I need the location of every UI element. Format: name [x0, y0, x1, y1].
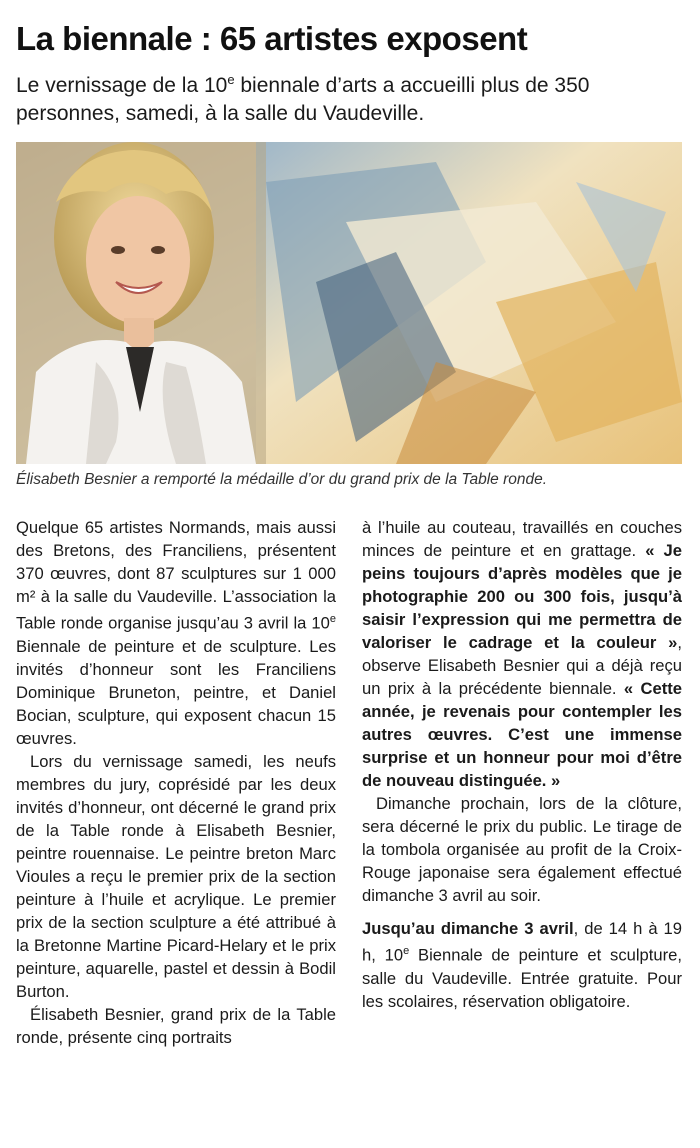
photo-caption: Élisabeth Besnier a remporté la médaille d’or du grand prix de la Table ronde. — [16, 471, 548, 488]
paragraph-4-text-mid: , observe Elisabeth Besnier qui a déjà reçu un prix à la précédente biennale. — [362, 633, 682, 698]
paragraph-6-text-end: Biennale de peinture et sculpture, salle du Vaudeville. Entrée gratuite. Pour les scolaires, réservation obligatoire. — [362, 945, 682, 1011]
quote-2: « Cette année, je revenais pour contempler les autres œuvres. C’est une immense surprise et un honneur pour moi d’être de nouveau distinguée. » — [362, 679, 682, 790]
paragraph-1 — [16, 516, 336, 750]
article-column-right — [362, 516, 682, 1013]
paragraph-4-text: à l’huile au couteau, travaillés en couches minces de peinture et en grattage. — [362, 518, 682, 560]
paragraph-2: Lors du vernissage samedi, les neufs membres du jury, coprésidé par les deux invités d’honneur, ont décerné le grand prix de la Table ronde à Elisabeth Besnier, peintre rouennaise. Le peintre breton Marc Vioules a reçu le premier prix de la section peinture à l’huile et acrylique. Le premier prix de la section sculpture a été attribué à la Bretonne Martine Picard-Helary et le prix peinture, aquarelle, pastel et dessin à Bodil Burton. — [16, 751, 336, 1001]
paragraph-6-superscript: e — [403, 945, 410, 957]
paragraph-3: Élisabeth Besnier, grand prix de la Table ronde, présente cinq portraits — [16, 1004, 336, 1047]
paragraph-1-superscript: e — [329, 613, 336, 625]
paragraph-1-text: Quelque 65 artistes Normands, mais aussi des Bretons, des Franciliens, présentent 370 œuvres, dont 87 sculptures sur 1 000 m² à la salle du Vaudeville. L’association la Table ronde organise jusqu’au 3 avril la 10 — [16, 518, 336, 633]
standfirst — [16, 66, 676, 128]
quote-1: « Je peins toujours d’après modèles que je photographie 200 ou 300 fois, jusqu’à saisir l’expression qui me permettra de valoriser le cadrage et la couleur » — [362, 541, 682, 652]
paragraph-6 — [362, 917, 682, 1013]
standfirst-text-end: biennale d’arts a accueilli plus de 350 personnes, samedi, à la salle du Vaudeville. — [16, 74, 590, 125]
article-photo — [16, 142, 682, 464]
standfirst-text: Le vernissage de la 10 — [16, 74, 228, 97]
article-column-left — [16, 516, 336, 1049]
standfirst-superscript: e — [227, 72, 235, 87]
paragraph-4 — [362, 516, 682, 792]
event-dates: Jusqu’au dimanche 3 avril — [362, 919, 574, 938]
photo-illustration — [16, 142, 682, 464]
headline: La biennale : 65 artistes exposent — [16, 20, 528, 57]
paragraph-5: Dimanche prochain, lors de la clôture, sera décerné le prix du public. Le tirage de la tombola organisée au profit de la Croix-Rouge japonaise sera également effectué dimanche 3 avril au soir. — [362, 794, 682, 905]
paragraph-1-text-end: Biennale de peinture et de sculpture. Les invités d’honneur sont les Franciliens Dominique Bruneton, peintre, et Daniel Bocian, sculpture, qui exposent chacun 15 œuvres. — [16, 636, 336, 748]
paragraph-6-text: , de 14 h à 19 h, 10 — [362, 919, 682, 965]
